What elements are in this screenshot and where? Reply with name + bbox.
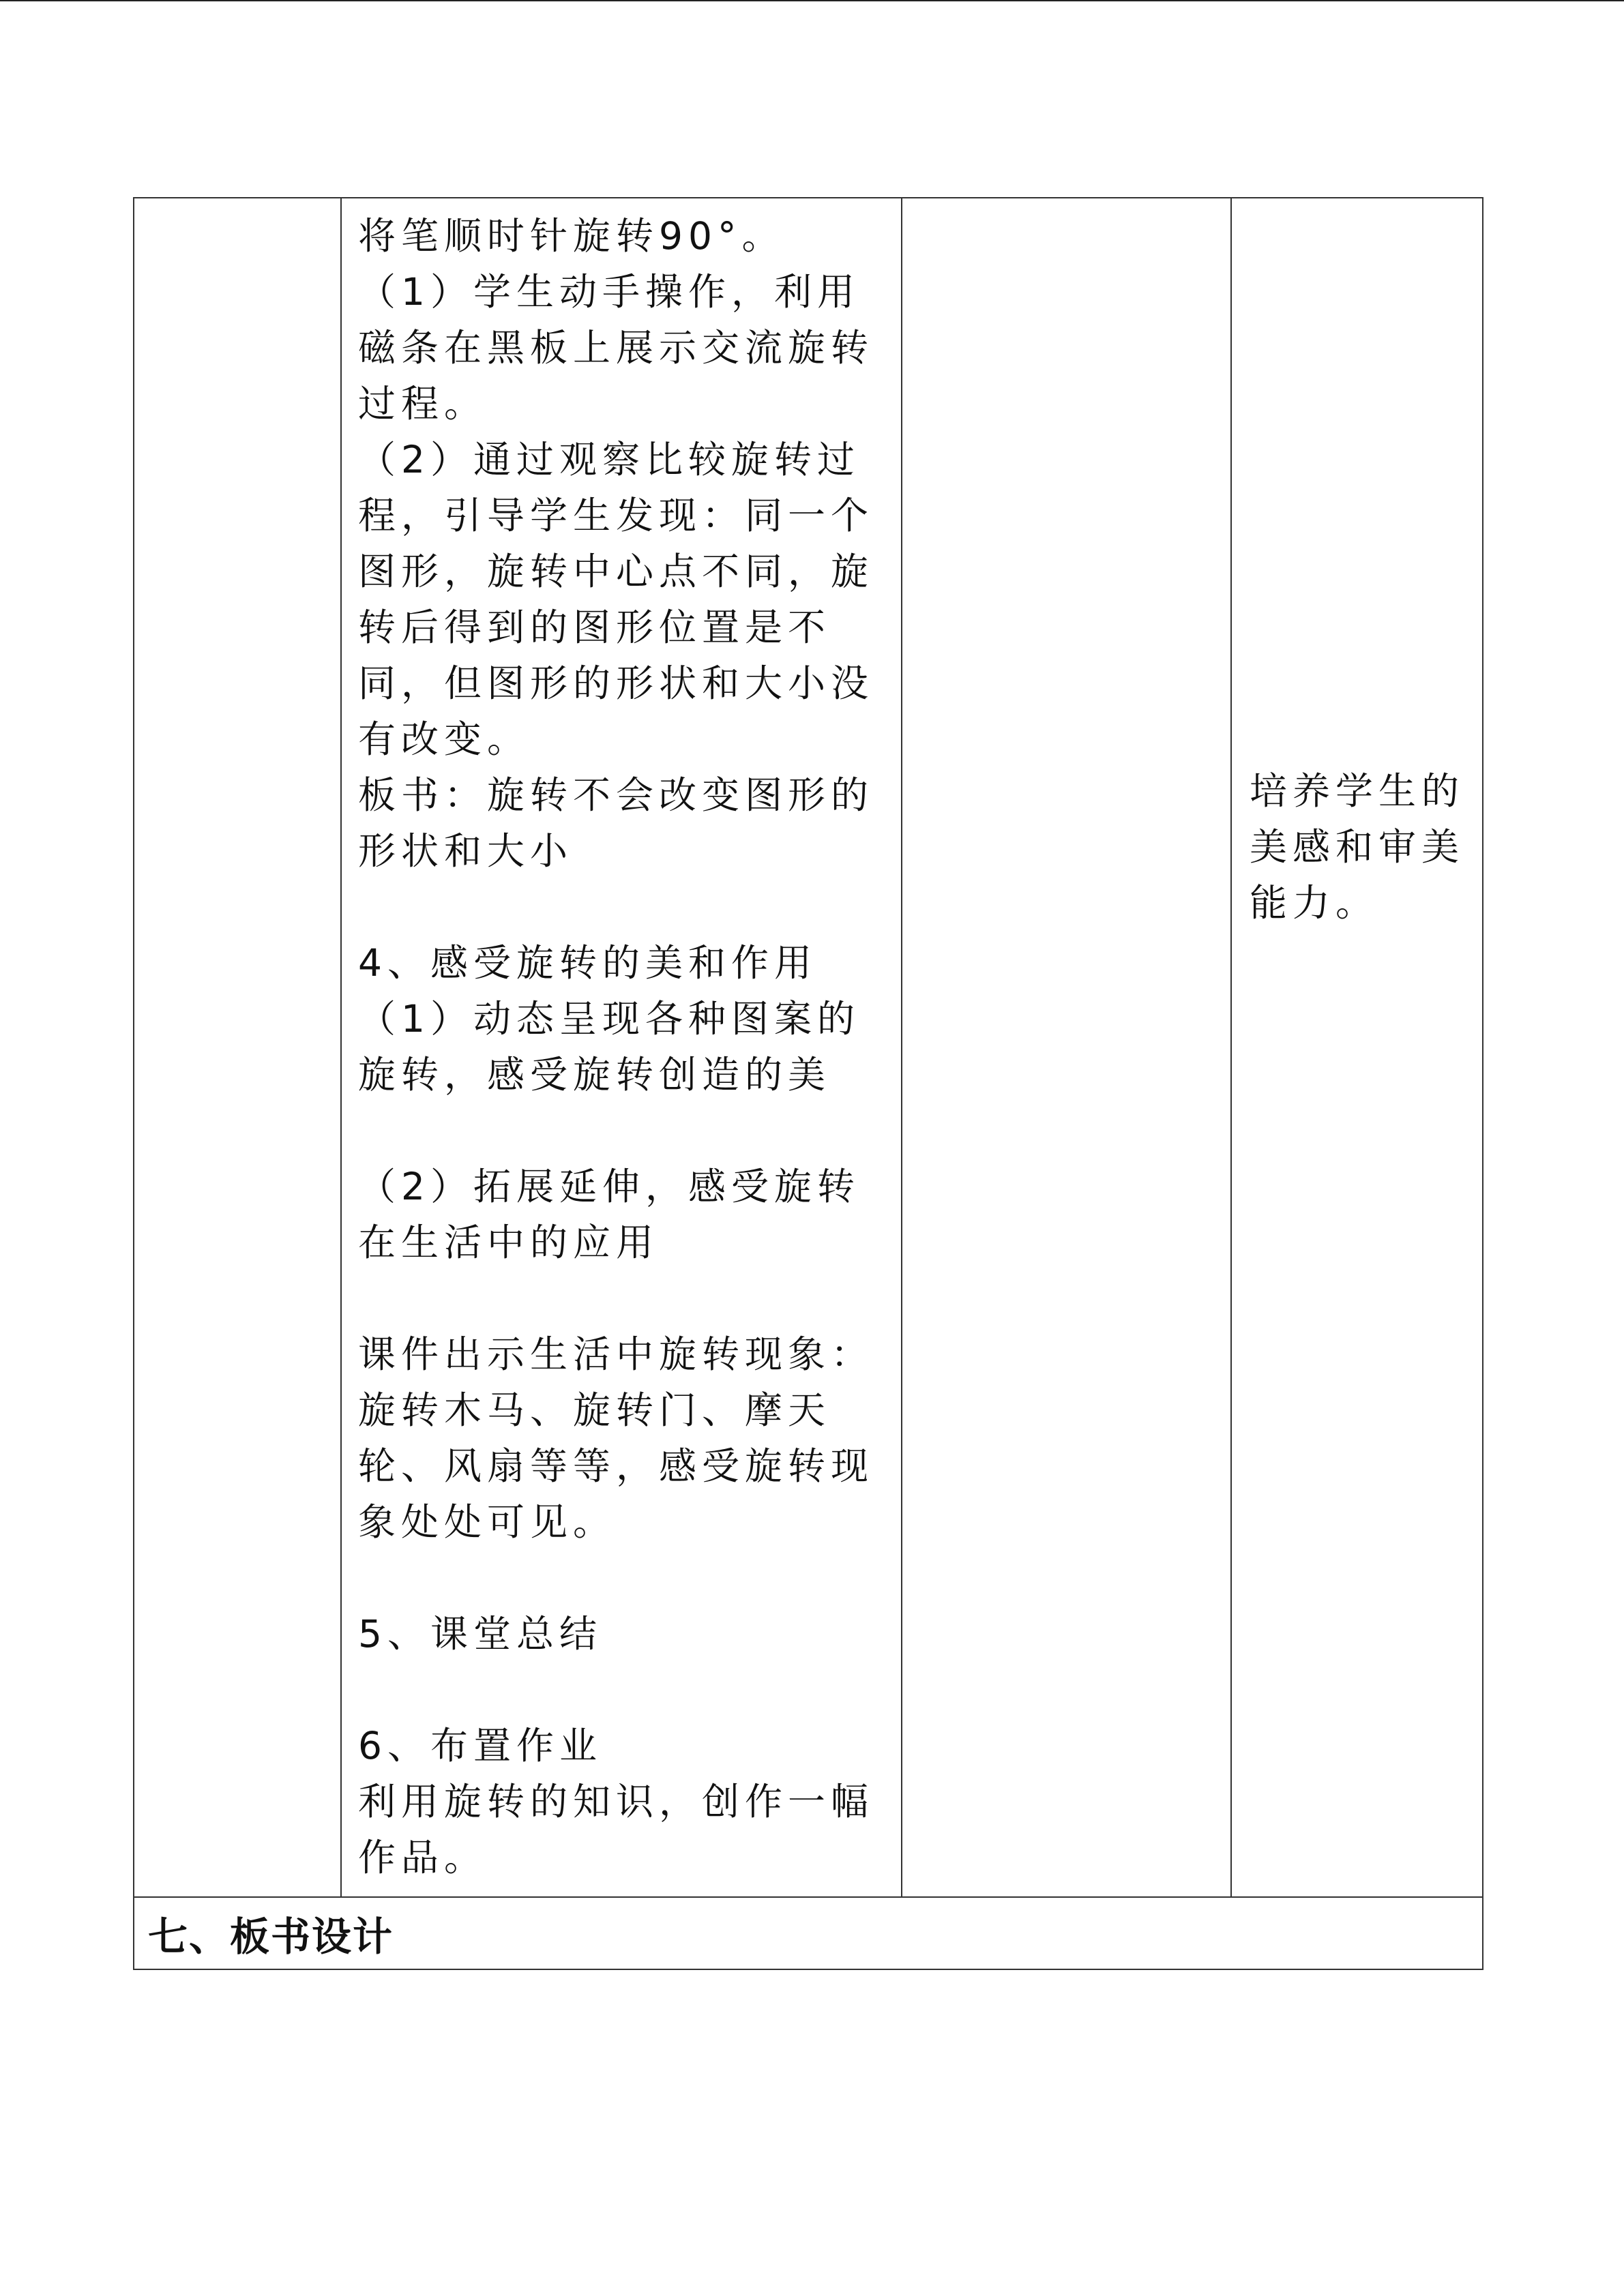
stage-cell	[134, 198, 341, 1897]
step-line: 同，但图形的形状和大小没	[358, 661, 874, 705]
step-line: 板书：旋转不会改变图形的	[358, 773, 874, 817]
step-line: （2）通过观察比较旋转过	[358, 438, 860, 481]
step-line: 转后得到的图形位置是不	[358, 606, 831, 649]
teaching-steps-cell	[341, 198, 902, 1897]
lesson-plan-table	[133, 197, 1483, 1970]
section-title: 七、板书设计	[148, 1913, 394, 1960]
purpose-line: 培养学生的	[1250, 769, 1465, 813]
teaching-process-row	[134, 198, 1483, 1897]
blank-line	[358, 1662, 901, 1718]
step-line: 形状和大小	[358, 829, 574, 873]
step-line: （1）学生动手操作，利用	[358, 270, 860, 314]
step-line: 过程。	[358, 382, 488, 426]
blank-line	[358, 1550, 901, 1606]
student-activity-cell	[902, 198, 1231, 1897]
step-line: 有改变。	[358, 717, 531, 761]
purpose-line: 能力。	[1250, 881, 1379, 925]
step-line: 旋转木马、旋转门、摩天	[358, 1388, 831, 1432]
section-header-cell	[134, 1897, 1483, 1969]
step-line: 象处处可见。	[358, 1500, 617, 1544]
step-line: （1）动态呈现各种图案的	[358, 997, 860, 1041]
step-line: 将笔顺时针旋转90°。	[358, 214, 785, 258]
step-line: 轮、风扇等等，感受旋转现	[358, 1444, 874, 1488]
step-heading: 5、课堂总结	[358, 1612, 602, 1656]
step-line: 作品。	[358, 1836, 488, 1879]
blank-line	[358, 879, 901, 935]
step-heading: 6、布置作业	[358, 1724, 602, 1768]
step-line: 在生活中的应用	[358, 1221, 660, 1264]
step-line: （2）拓展延伸，感受旋转	[358, 1165, 860, 1208]
step-line: 利用旋转的知识，创作一幅	[358, 1780, 874, 1823]
teaching-steps-text	[342, 198, 901, 1885]
blank-line	[358, 1270, 901, 1326]
purpose-line: 美感和审美	[1250, 825, 1465, 869]
page-top-border	[0, 0, 1624, 1]
step-line: 课件出示生活中旋转现象：	[358, 1332, 874, 1376]
design-purpose-cell	[1231, 198, 1483, 1897]
design-purpose-text	[1232, 198, 1482, 931]
step-line: 图形，旋转中心点不同，旋	[358, 550, 874, 593]
step-line: 旋转，感受旋转创造的美	[358, 1053, 831, 1097]
step-line: 程，引导学生发现：同一个	[358, 494, 874, 537]
blackboard-design-row	[134, 1897, 1483, 1969]
step-line: 磁条在黑板上展示交流旋转	[358, 326, 874, 370]
blank-line	[358, 1103, 901, 1159]
step-heading: 4、感受旋转的美和作用	[358, 941, 817, 985]
